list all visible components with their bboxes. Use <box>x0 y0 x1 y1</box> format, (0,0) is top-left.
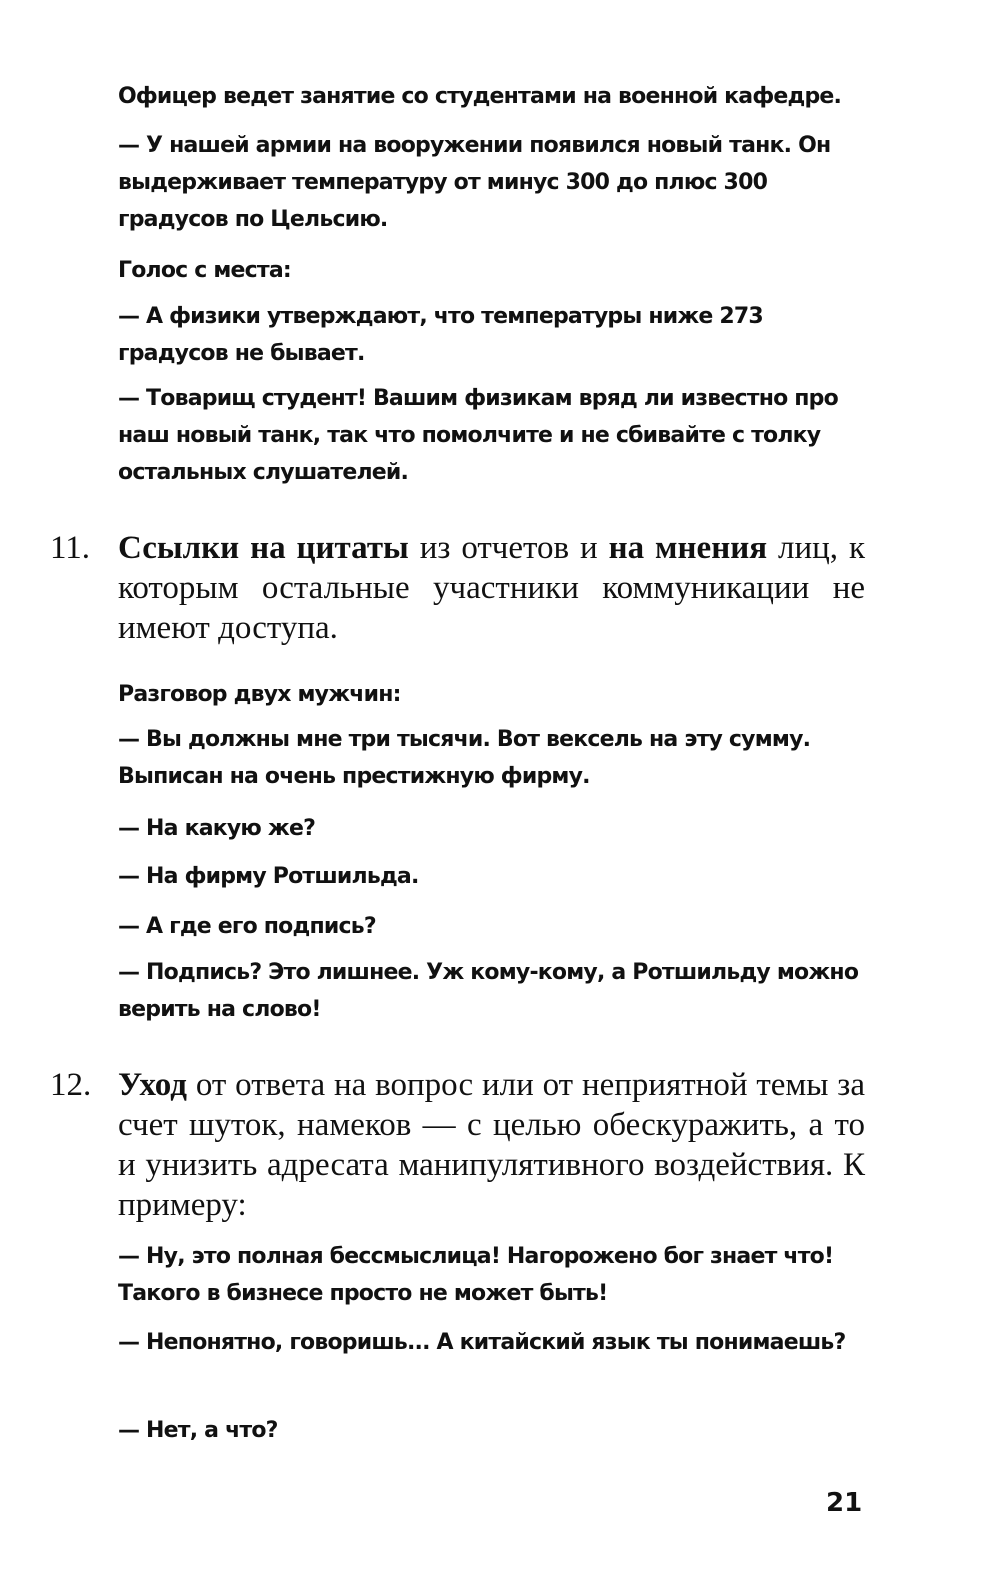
paragraph-voice: Голос с места: <box>118 258 291 283</box>
list-item-text-part: из отчетов и <box>408 530 609 566</box>
paragraph-officer: Офицер ведет занятие со студентами на военной кафедре. <box>118 84 842 109</box>
paragraph-which-one: — На какую же? <box>118 816 316 841</box>
paragraph-rothschild: — На фирму Ротшильда. <box>118 864 419 889</box>
paragraph-new-tank: — У нашей армии на вооружении появился новый танк. Он выдерживает температуру от минус 300 до плюс 300 градусов по Цельсию. <box>118 133 831 232</box>
list-item-text-part: лиц, к которым остальные участники коммуникации не имеют доступа. <box>118 530 865 646</box>
term-bold: Уход <box>118 1067 187 1103</box>
paragraph-signature: — А где его подпись? <box>118 914 376 939</box>
paragraph-word: — Подпись? Это лишнее. Уж кому-кому, а Ротшильду можно верить на слово! <box>118 960 859 1022</box>
paragraph-physicists: — А физики утверждают, что температуры ниже 273 градусов не бывает. <box>118 304 763 366</box>
paragraph-nonsense: — Ну, это полная бессмыслица! Нагорожено бог знает что! Такого в бизнесе просто не может быть! <box>118 1244 834 1306</box>
list-item-11 <box>50 528 865 648</box>
list-item-number: 11. <box>50 530 91 566</box>
page-number: 21 <box>826 1488 863 1518</box>
list-item-text <box>118 528 865 648</box>
list-item-number: 12. <box>50 1067 92 1103</box>
list-item-text <box>118 1065 865 1225</box>
paragraph-chinese: — Непонятно, говоришь... А китайский язык ты понимаешь? <box>118 1330 846 1355</box>
paragraph-promissory-note: — Вы должны мне три тысячи. Вот вексель на эту сумму. Выписан на очень престижную фирму. <box>118 727 811 789</box>
list-item-12 <box>50 1065 865 1225</box>
term-bold: Ссылки на цитаты <box>118 530 409 566</box>
paragraph-two-men: Разговор двух мужчин: <box>118 682 401 707</box>
paragraph-comrade-student: — Товарищ студент! Вашим физикам вряд ли известно про наш новый танк, так что помолчите и не сбивайте с толку остальных слушателей. <box>118 386 838 485</box>
paragraph-no-what: — Нет, а что? <box>118 1418 278 1443</box>
list-item-text-part: от ответа на вопрос или от неприятной темы за счет шуток, намеков — с целью обескуражить, а то и унизить адресата манипулятивного воздействия. К примеру: <box>118 1067 865 1223</box>
term-bold: на мнения <box>608 530 768 566</box>
